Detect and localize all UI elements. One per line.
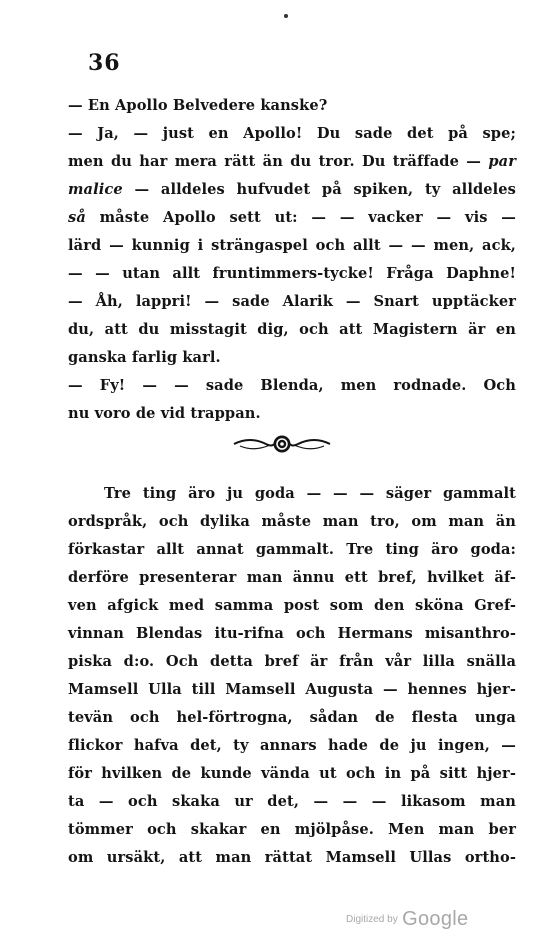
text-line: du, att du misstagit dig, och att Magistern är en — [68, 321, 516, 338]
text-line: om ursäkt, att man rättat Mamsell Ullas ortho- — [68, 849, 516, 866]
text-line — [68, 152, 516, 172]
text-span: måste Apollo sett ut: — — vacker — vis — — [99, 209, 516, 226]
text-line — [68, 180, 516, 200]
text-line: — — utan allt fruntimmers-tycke! Fråga Daphne! — [68, 265, 516, 282]
text-span: — alldeles hufvudet på spiken, ty alldeles — [134, 181, 516, 198]
text-line: ganska farlig karl. — [68, 349, 221, 366]
text-line: Mamsell Ulla till Mamsell Augusta — hennes hjer- — [68, 681, 516, 698]
text-line — [68, 208, 516, 228]
text-span: men du har mera rätt än du tror. Du träffade — — [68, 153, 481, 170]
text-line: derföre presenterar man ännu ett bref, hvilket äf- — [68, 569, 516, 586]
italic-phrase: malice — [68, 181, 123, 198]
text-line: vinnan Blendas itu-rifna och Hermans misanthro- — [68, 625, 516, 642]
digitized-watermark — [346, 908, 468, 931]
watermark-prefix: Digitized by — [346, 914, 398, 925]
text-line: för hvilken de kunde vända ut och in på sitt hjer- — [68, 765, 516, 782]
ink-speck — [284, 14, 288, 18]
italic-phrase: par — [488, 153, 516, 170]
text-line: — Ja, — just en Apollo! Du sade det på spe; — [68, 125, 516, 142]
text-line: tömmer och skakar en mjölpåse. Men man ber — [68, 821, 516, 838]
text-line: — Åh, lappri! — sade Alarik — Snart upptäcker — [68, 293, 516, 310]
text-line: — En Apollo Belvedere kanske? — [68, 97, 328, 114]
text-line: ordspråk, och dylika måste man tro, om man än — [68, 513, 516, 530]
text-line: Tre ting äro ju goda — — — säger gammalt — [104, 485, 516, 502]
text-line: nu voro de vid trappan. — [68, 405, 261, 422]
text-line: förkastar allt annat gammalt. Tre ting äro goda: — [68, 541, 516, 558]
text-line: — Fy! — — sade Blenda, men rodnade. Och — [68, 377, 516, 394]
text-line: lärd — kunnig i strängaspel och allt — — men, ack, — [68, 237, 516, 254]
text-line: piska d:o. Och detta bref är från vår lilla snälla — [68, 653, 516, 670]
text-line: flickor hafva det, ty annars hade de ju ingen, — — [68, 737, 516, 754]
text-line: ven afgick med samma post som den sköna Gref- — [68, 597, 516, 614]
watermark-brand: Google — [402, 908, 469, 930]
italic-word: så — [68, 209, 86, 226]
text-line: ta — och skaka ur det, — — — likasom man — [68, 793, 516, 810]
page-number: 36 — [88, 50, 121, 76]
ornament-divider-icon — [232, 430, 332, 458]
text-line: tevän och hel-förtrogna, sådan de flesta unga — [68, 709, 516, 726]
